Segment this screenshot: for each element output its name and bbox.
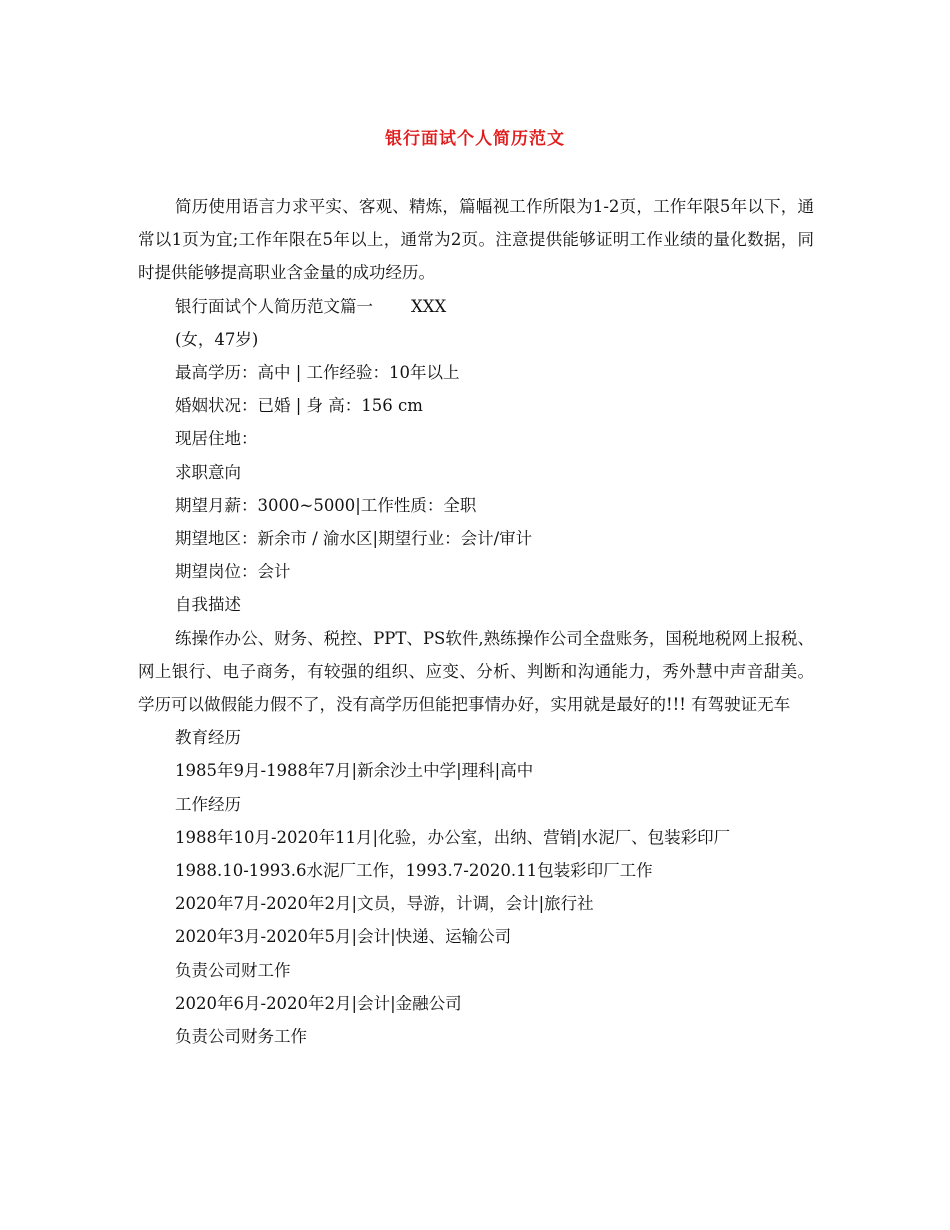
self-description-paragraph: 练操作办公、财务、税控、PPT、PS软件,熟练操作公司全盘账务，国税地税网上报税、网上银行、电子商务，有较强的组织、应变、分析、判断和沟通能力，秀外慧中声音甜美。学历可以做假能力假不了，没有高学历但能把事情办好，实用就是最好的!!! 有驾驶证无车 <box>138 628 814 715</box>
work-item: 1988年10月-2020年11月|化验，办公室，出纳、营销|水泥厂、包装彩印厂 <box>175 827 731 847</box>
marital-height-line: 婚姻状况：已婚 | 身 高：156 cm <box>175 396 423 416</box>
intro-paragraph: 简历使用语言力求平实、客观、精炼，篇幅视工作所限为1-2页，工作年限5年以下，通常以1页为宜;工作年限在5年以上，通常为2页。注意提供能够证明工作业绩的量化数据，同时提供能够提高职业含金量的成功经历。 <box>138 197 814 283</box>
education-heading: 教育经历 <box>175 728 241 748</box>
document-body <box>138 190 814 1053</box>
work-item: 2020年6月-2020年2月|会计|金融公司 <box>175 993 462 1013</box>
expected-position-line: 期望岗位：会计 <box>175 562 291 582</box>
work-item: 1988.10-1993.6水泥厂工作，1993.7-2020.11包装彩印厂工作 <box>175 861 653 881</box>
work-item: 2020年7月-2020年2月|文员，导游，计调，会计|旅行社 <box>175 894 594 914</box>
gender-age-line: (女，47岁) <box>175 329 259 349</box>
residence-line: 现居住地： <box>175 429 258 449</box>
education-experience-line: 最高学历：高中 | 工作经验：10年以上 <box>175 363 460 383</box>
work-item: 负责公司财务工作 <box>175 1027 307 1047</box>
self-description-heading: 自我描述 <box>175 595 241 615</box>
job-intention-heading: 求职意向 <box>175 462 241 482</box>
work-item: 负责公司财工作 <box>175 960 291 980</box>
expected-salary-line: 期望月薪：3000~5000|工作性质：全职 <box>175 495 477 515</box>
expected-region-line: 期望地区：新余市 / 渝水区|期望行业：会计/审计 <box>175 529 533 549</box>
work-heading: 工作经历 <box>175 794 241 814</box>
education-item: 1985年9月-1988年7月|新余沙土中学|理科|高中 <box>175 761 534 781</box>
work-item: 2020年3月-2020年5月|会计|快递、运输公司 <box>175 927 512 947</box>
resume-heading-line <box>138 290 814 323</box>
document-title: 银行面试个人简历范文 <box>385 129 565 149</box>
resume-heading-name: XXX <box>411 296 447 316</box>
resume-heading-label: 银行面试个人简历范文篇一 <box>175 296 373 316</box>
